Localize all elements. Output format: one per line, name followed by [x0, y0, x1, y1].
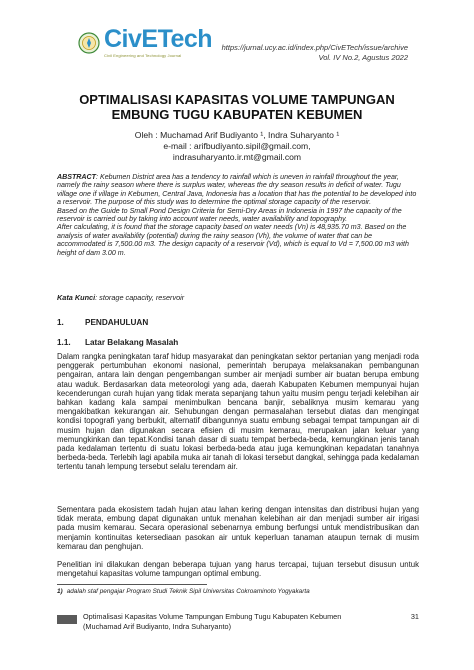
footnote-text: adalah staf pengajar Program Studi Teknik Sipil Universitas Cokroaminoto Yogyakarta — [66, 588, 310, 595]
logo-wordmark: CivETech — [104, 25, 213, 53]
subsection-title: Latar Belakang Masalah — [85, 338, 179, 347]
footnote-divider — [57, 584, 207, 585]
footer-title: Optimalisasi Kapasitas Volume Tampungan Embung Tugu Kabupaten Kebumen — [83, 612, 342, 621]
subsection-heading-1-1 — [57, 338, 178, 347]
journal-header — [0, 26, 474, 74]
abstract-paragraph-1 — [57, 173, 419, 207]
paragraph-text: Dalam rangka peningkatan taraf hidup masyarakat dan peningkatan sektor pertanian yang menjadi roda penggerak pertumbuhan ekonomi nasional, pemerintah berupaya melaksanakan pembangunan pengairan, antara lain dengan pengembangan sumber air menjadi sumber air buatan berupa embung atau waduk. Berdasarkan data meteorologi yang ada, daerah Kabupaten Kebumen mempunyai hujan kecenderungan curah hujan yang tidak merata sepanjang tahun yaitu musim pengu terjadi kelebihan air bahkan kadang kala sampai menimbulkan bencana banjir, sebaliknya musim kemarau yang mengakibatkan kekurangan air. Sehubungan dengan permasalahan tersebut diatas dan mengingat kondisi topografi yang berbukit, alternatif dibangunnya suatu embung sebagai tempat tampungan air di musim hujan dan digunakan secara efisien di musim kemarau, merupakan jalan keluar yang memungkinkan dan tepat.Kondisi tanah dasar di suatu tempat berbeda-beda, kemungkinan jenis tanah pada kedalaman tertentu di suatu lokasi berbeda-beda atau juga kemungkinan kepadatan tanahnya berbeda-beda. Terlebih lagi apabila muka air tanah di lokasi tersebut dangkal, sehingga pada kedalaman tertentu tanah lempung tersebut selalu terendam air. — [57, 352, 419, 472]
section-number: 1. — [57, 318, 64, 327]
university-seal-icon — [78, 32, 100, 54]
footnote-mark: 1) — [57, 588, 63, 595]
body-paragraph-1 — [57, 352, 419, 472]
footer-authors: (Muchamad Arif Budiyanto, Indra Suharyanto) — [83, 622, 232, 631]
paragraph-text: Sementara pada ekosistem tadah hujan atau lahan kering dengan intensitas dan distribusi hujan yang tidak merata, embung dapat digunakan untuk menahan kelebihan air dan menjadi sumber air irigasi pada musim kemarau. Secara operasional sebenarnya embung berfungsi untuk mendistribusikan dan menjamin kontinuitas ketersediaan pasokan air untuk keperluan tanaman ataupun ternak di musim kemarau dan penghujan. — [57, 505, 419, 551]
subsection-number: 1.1. — [57, 338, 71, 347]
logo-subtitle: Civil Engineering and Technology Journal — [104, 53, 182, 58]
journal-volume: Vol. IV No.2, Agustus 2022 — [318, 53, 408, 62]
footer-citation — [83, 612, 341, 632]
author-block — [40, 130, 434, 163]
author-email-2: indrasuharyanto.ir.mt@gmail.com — [172, 152, 302, 162]
body-paragraph-2 — [57, 505, 419, 551]
footnote — [57, 588, 310, 595]
journal-info — [222, 43, 408, 63]
journal-url[interactable]: https://jurnal.ucy.ac.id/index.php/CivETech/issue/archive — [221, 43, 408, 52]
journal-logo — [78, 25, 228, 70]
author-email-1: e-mail : arifbudiyanto.sipil@gmail.com, — [163, 141, 311, 151]
abstract — [57, 173, 419, 257]
abstract-text-1: : Kebumen District area has a tendency to rainfall which is uneven in rainfall throughout the year, namely the rainy season where there is surplus water, whereas the dry season results in deficit of water. Tugu village one if village in Kebumen, Central Java, Indonesia has a location that has the potential to be developed into a reservoir. The purpose of this study was to determine the optimal storage capacity of the reservoir. — [57, 173, 417, 207]
keywords-text: : storage capacity, reservoir — [95, 293, 185, 302]
paper-title — [40, 92, 434, 122]
title-line-1: OPTIMALISASI KAPASITAS VOLUME TAMPUNGAN — [79, 92, 395, 107]
section-title: PENDAHULUAN — [85, 318, 149, 327]
footer-marker — [57, 615, 77, 624]
section-heading-1 — [57, 318, 148, 327]
keywords-label: Kata Kunci — [57, 293, 96, 302]
page-number: 31 — [410, 612, 419, 621]
abstract-paragraph-3: After calculating, it is found that the storage capacity based on water needs (Vn) is 48,935.70 m3. Based on the analysis of water availability (potential) during the rainy season (Vh), the volume of water that can be accommodated is 7,500.00 m3. The design capacity of a reservoir (Vd), which is equal to Vd = 7,500.00 m3 with height of dam 3.00 m. — [57, 223, 409, 257]
abstract-paragraph-2: Based on the Guide to Small Pond Design Criteria for Semi-Dry Areas in Indonesia in 1997 the capacity of the reservoir is carried out by taking into account water needs, water availability and topography. — [57, 206, 402, 224]
paragraph-text: Penelitian ini dilakukan dengan beberapa tujuan yang harus tercapai, tujuan tersebut disusun untuk mengetahui kapasitas volume tampungan optimal embung. — [57, 560, 419, 579]
body-paragraph-3 — [57, 560, 419, 578]
abstract-label: ABSTRACT — [57, 173, 97, 181]
keywords — [57, 293, 419, 302]
title-line-2: EMBUNG TUGU KABUPATEN KEBUMEN — [111, 107, 363, 122]
page-footer — [57, 612, 419, 636]
author-names: Oleh : Muchamad Arif Budiyanto ¹, Indra Suharyanto ¹ — [134, 130, 340, 140]
